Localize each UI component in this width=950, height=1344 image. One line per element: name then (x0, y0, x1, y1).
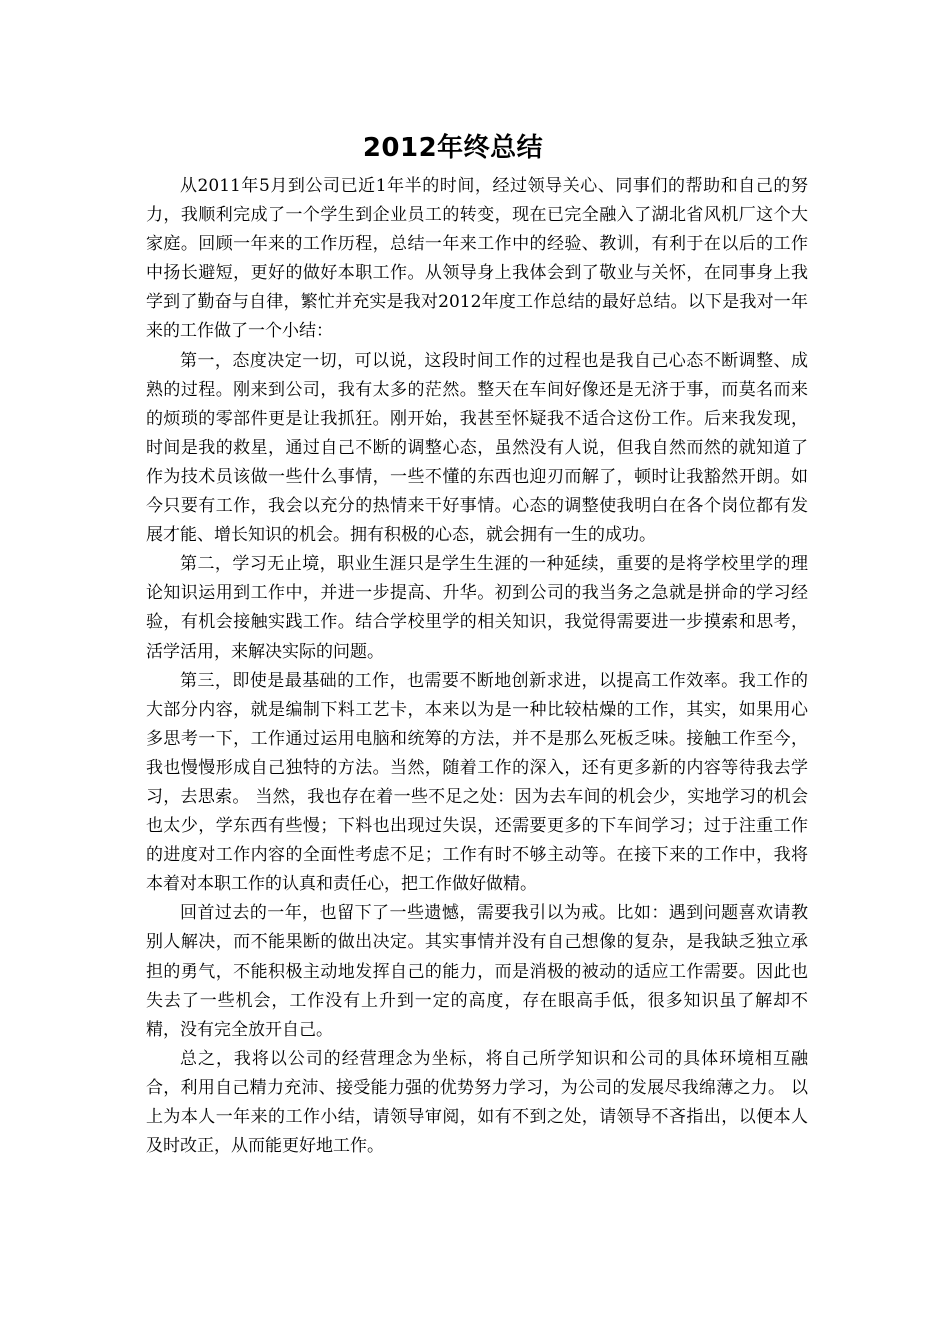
paragraph-innovation: 第三，即使是最基础的工作，也需要不断地创新求进，以提高工作效率。我工作的大部分内容，就是编制下料工艺卡，本来以为是一种比较枯燥的工作，其实，如果用心多思考一下，工作通过运用电脑和统筹的方法，并不是那么死板乏味。接触工作至今，我也慢慢形成自己独特的方法。当然，随着工作的深入，还有更多新的内容等待我去学习，去思索。 当然，我也存在着一些不足之处：因为去车间的机会少，实地学习的机会也太少，学东西有些慢；下料也出现过失误，还需要更多的下车间学习；过于注重工作的进度对工作内容的全面性考虑不足；工作有时不够主动等。在接下来的工作中，我将本着对本职工作的认真和责任心，把工作做好做精。 (146, 670, 808, 895)
paragraph-intro: 从2011年5月到公司已近1年半的时间，经过领导关心、同事们的帮助和自己的努力，我顺利完成了一个学生到企业员工的转变，现在已完全融入了湖北省风机厂这个大家庭。回顾一年来的工作历程，总结一年来工作中的经验、教训，有利于在以后的工作中扬长避短，更好的做好本职工作。从领导身上我体会到了敬业与关怀，在同事身上我学到了勤奋与自律，繁忙并充实是我对2012年度工作总结的最好总结。以下是我对一年来的工作做了一个小结： (146, 176, 808, 342)
paragraph-attitude: 第一，态度决定一切，可以说，这段时间工作的过程也是我自己心态不断调整、成熟的过程。刚来到公司，我有太多的茫然。整天在车间好像还是无济于事，而莫名而来的烦琐的零部件更是让我抓狂。刚开始，我甚至怀疑我不适合这份工作。后来我发现，时间是我的救星，通过自己不断的调整心态，虽然没有人说，但我自然而然的就知道了作为技术员该做一些什么事情，一些不懂的东西也迎刃而解了，顿时让我豁然开朗。如今只要有工作，我会以充分的热情来干好事情。心态的调整使我明白在各个岗位都有发展才能、增长知识的机会。拥有积极的心态，就会拥有一生的成功。 (146, 350, 808, 546)
paragraph-regrets: 回首过去的一年，也留下了一些遗憾，需要我引以为戒。比如：遇到问题喜欢请教别人解决，而不能果断的做出决定。其实事情并没有自己想像的复杂，是我缺乏独立承担的勇气，不能积极主动地发挥自己的能力，而是消极的被动的适应工作需要。因此也失去了一些机会，工作没有上升到一定的高度，存在眼高手低，很多知识虽了解却不精，没有完全放开自己。 (146, 903, 808, 1040)
paragraph-learning: 第二，学习无止境，职业生涯只是学生生涯的一种延续，重要的是将学校里学的理论知识运用到工作中，并进一步提高、升华。初到公司的我当务之急就是拼命的学习经验，有机会接触实践工作。结合学校里学的相关知识，我觉得需要进一步摸索和思考，活学活用，来解决实际的问题。 (146, 554, 808, 662)
document-title: 2012年终总结 (362, 133, 544, 163)
document-body (146, 172, 808, 1161)
paragraph-conclusion: 总之，我将以公司的经营理念为坐标，将自己所学知识和公司的具体环境相互融合，利用自己精力充沛、接受能力强的优势努力学习，为公司的发展尽我绵薄之力。 以上为本人一年来的工作小结，请领导审阅，如有不到之处，请领导不吝指出，以便本人及时改正，从而能更好地工作。 (146, 1048, 808, 1157)
